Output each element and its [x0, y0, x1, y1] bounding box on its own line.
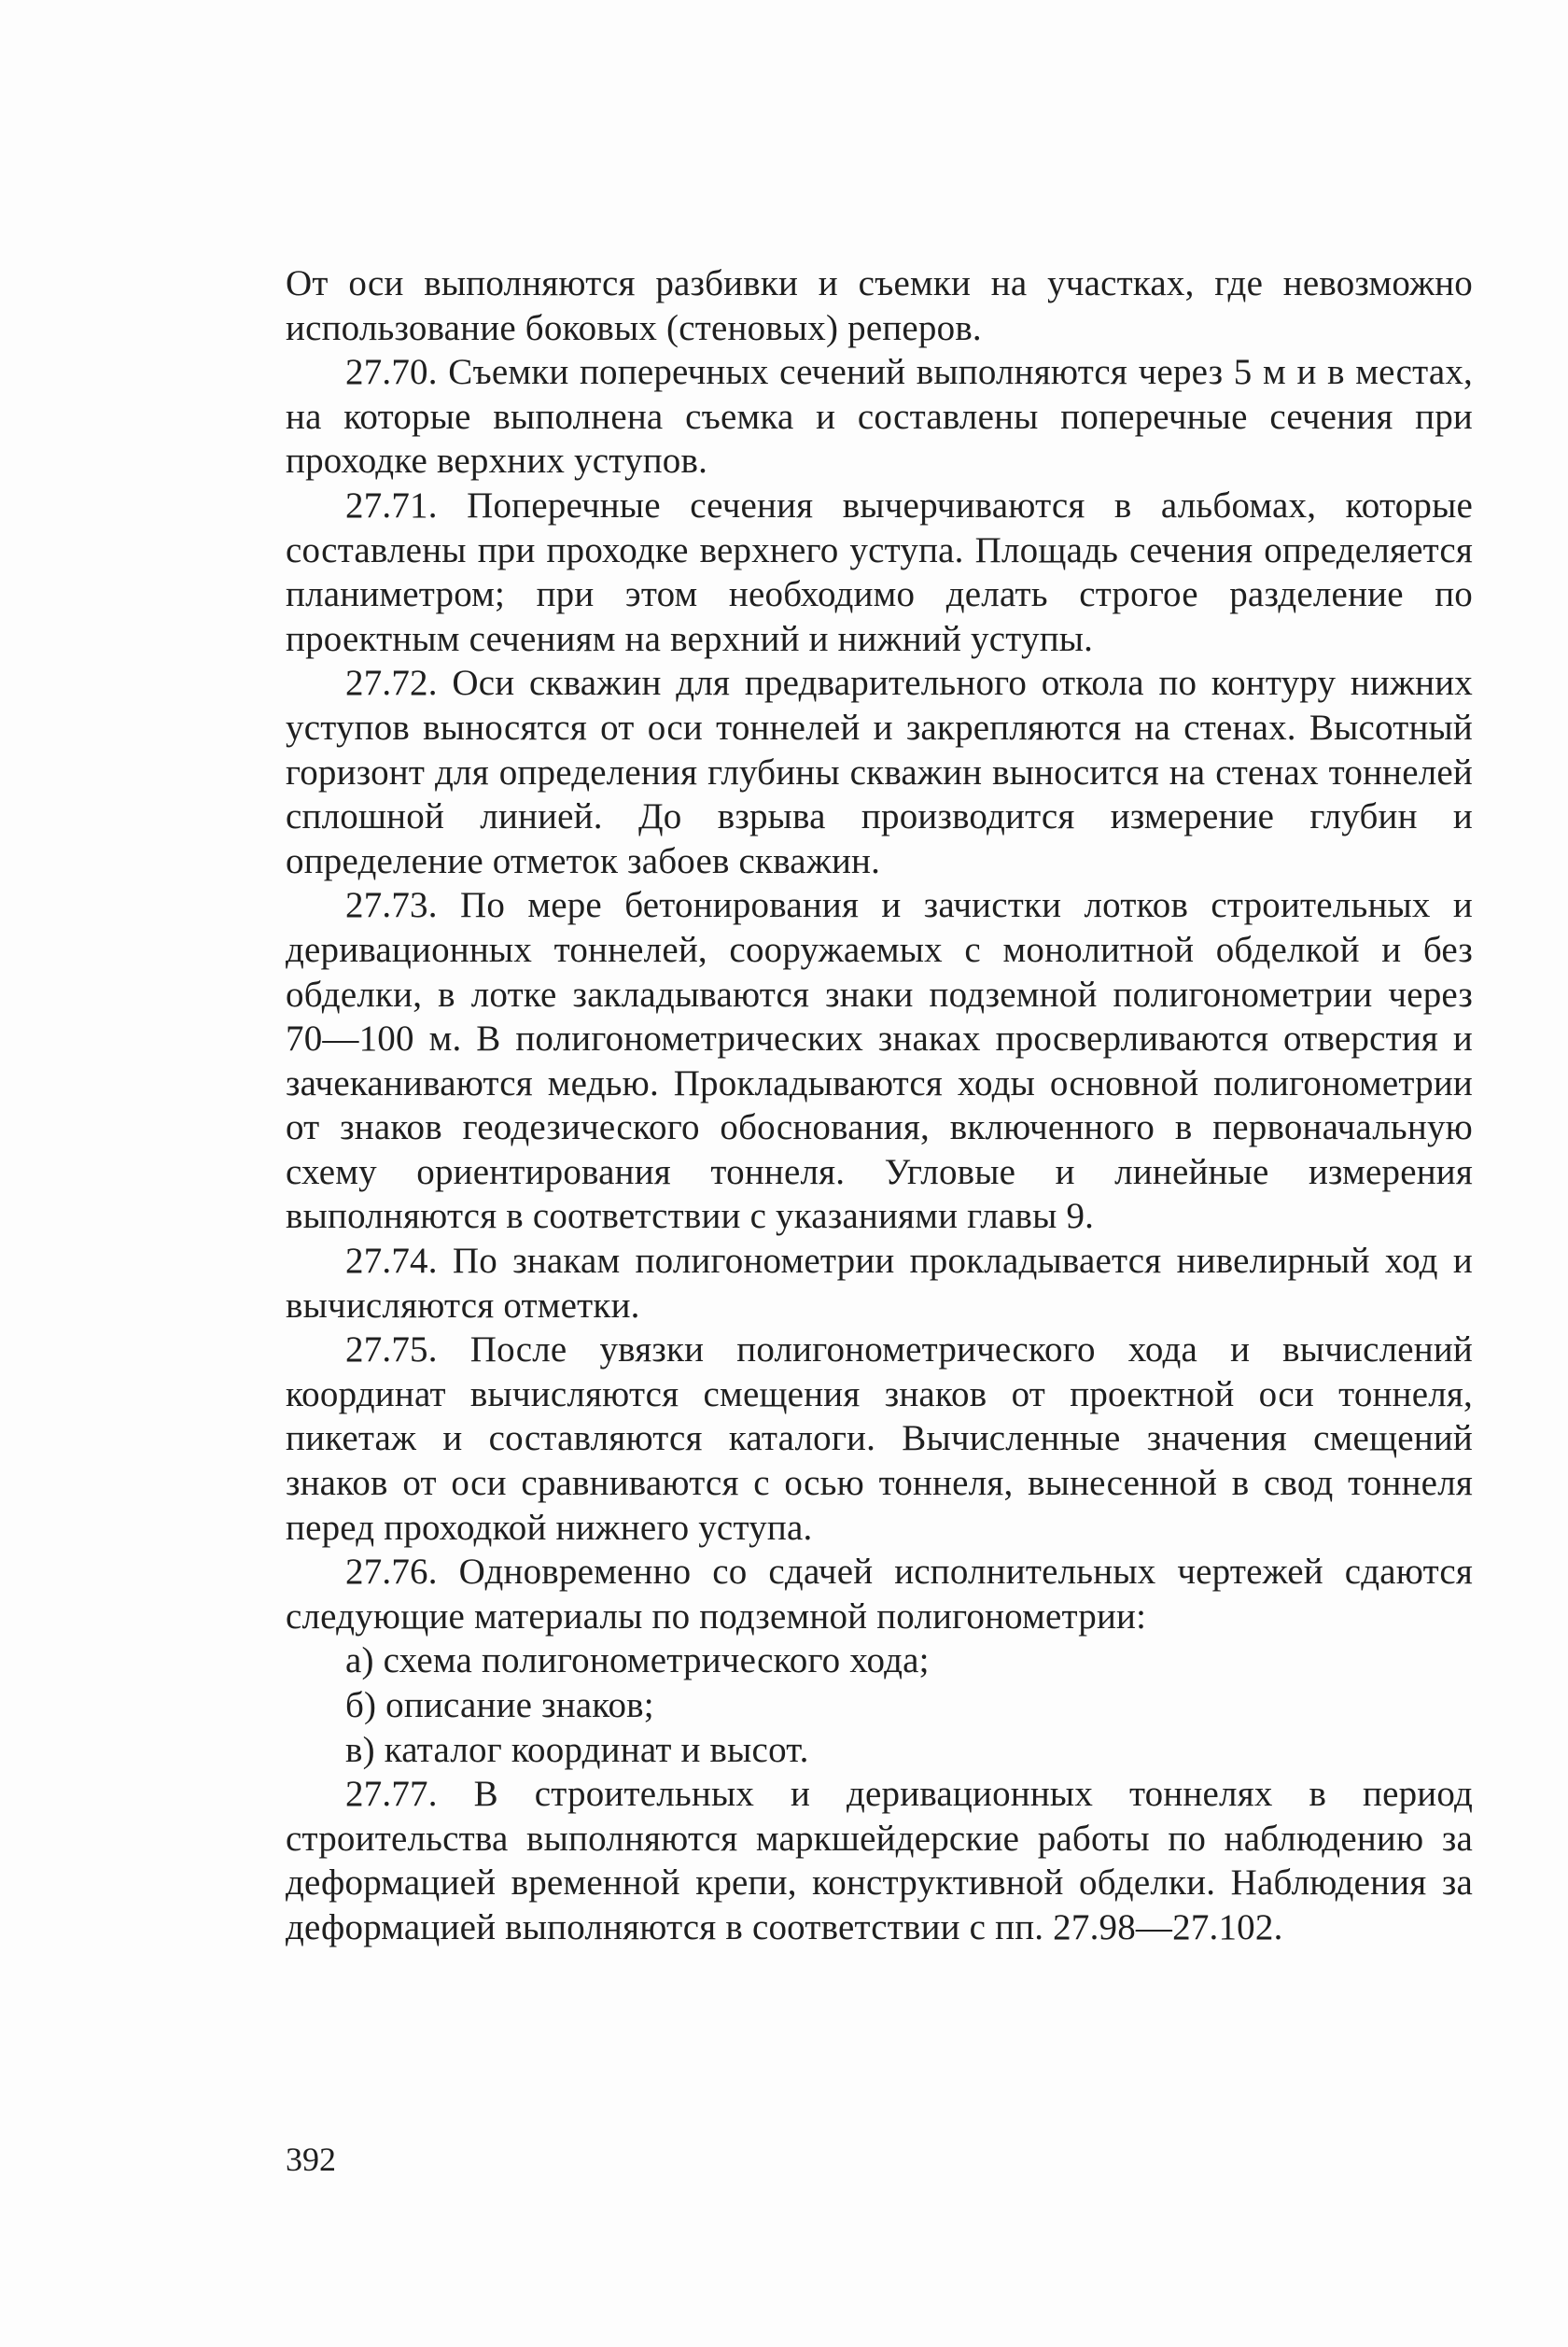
list-item-b: б) описание знаков; — [345, 1685, 654, 1725]
paragraph-27-73: 27.73. По мере бетонирования и зачистки лотков строительных и деривационных тоннелей, сооружаемых с монолитной обделкой и без обделки, в лотке закладываются знаки подземной полигонометрии через 70—100 м. В полигонометрических знаках просверливаются отверстия и зачеканиваются медью. Прокладываются ходы основной полигонометрии от знаков геодезического обоснования, включенного в первоначальную схему ориентирования тоннеля. Угловые и линейные измерения выполняются в соответствии с указаниями главы 9. — [286, 885, 1473, 1237]
paragraph-27-71: 27.71. Поперечные сечения вычерчиваются в альбомах, которые составлены при проходке верхнего уступа. Площадь сечения определяется планиметром; при этом необходимо делать строгое разделение по проектным сечениям на верхний и нижний уступы. — [286, 485, 1473, 659]
paragraph-continuation: От оси выполняются разбивки и съемки на участках, где невозможно использование боковых (стеновых) реперов. — [286, 263, 1473, 348]
paragraph-27-72: 27.72. Оси скважин для предварительного откола по контуру нижних уступов выносятся от оси тоннелей и закрепляются на стенах. Высотный горизонт для определения глубины скважин выносится на стенах тоннелей сплошной линией. До взрыва производится измерение глубин и определение отметок забоев скважин. — [286, 663, 1473, 881]
body-text — [286, 261, 1473, 1950]
paragraph-27-74: 27.74. По знакам полигонометрии прокладывается нивелирный ход и вычисляются отметки. — [286, 1241, 1473, 1326]
list-item-v: в) каталог координат и высот. — [345, 1729, 809, 1770]
page-number: 392 — [286, 2141, 336, 2178]
paragraph-27-70: 27.70. Съемки поперечных сечений выполняются через 5 м и в местах, на которые выполнена съемка и составлены поперечные сечения при проходке верхних уступов. — [286, 352, 1473, 482]
paragraph-27-77: 27.77. В строительных и деривационных тоннелях в период строительства выполняются маркшейдерские работы по наблюдению за деформацией временной крепи, конструктивной обделки. Наблюдения за деформацией выполняются в соответствии с пп. 27.98—27.102. — [286, 1774, 1473, 1947]
paragraph-27-76: 27.76. Одновременно со сдачей исполнительных чертежей сдаются следующие материалы по подземной полигонометрии: — [286, 1552, 1473, 1637]
paragraph-27-75: 27.75. После увязки полигонометрического хода и вычислений координат вычисляются смещения знаков от проектной оси тоннеля, пикетаж и составляются каталоги. Вычисленные значения смещений знаков от оси сравниваются с осью тоннеля, вынесенной в свод тоннеля перед проходкой нижнего уступа. — [286, 1329, 1473, 1548]
list-item-a: а) схема полигонометрического хода; — [345, 1640, 930, 1681]
